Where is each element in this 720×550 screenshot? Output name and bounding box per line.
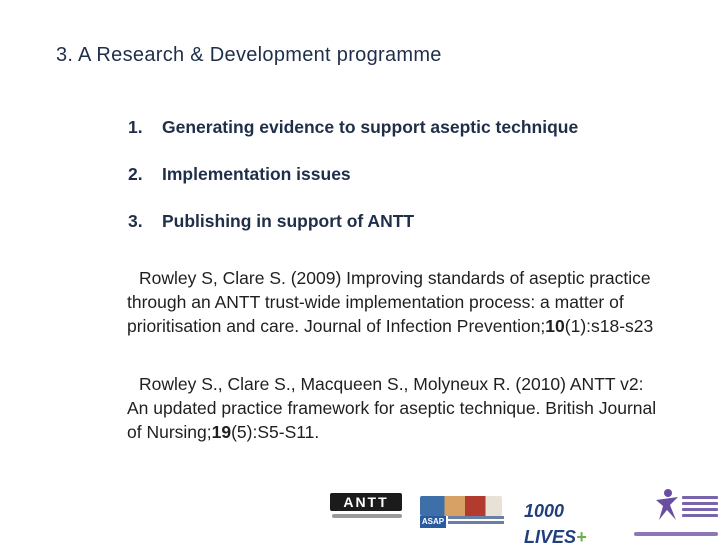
- list-item-text: Generating evidence to support aseptic technique: [162, 117, 579, 137]
- reference-1-text: Rowley S, Clare S. (2009) Improving standards of aseptic practice through an ANTT trust-wide implementation process: a matter of prioritisation and care. Journal of Infection Prevention;: [127, 268, 651, 336]
- reference-2-text: Rowley S., Clare S., Macqueen S., Molyneux R. (2010) ANTT v2: An updated practice framework for aseptic technique. British Journal of Nursing;: [127, 374, 657, 442]
- reference-2-volume: 19: [211, 422, 232, 442]
- antt-logo-tagline: [332, 514, 402, 518]
- antt-logo: ANTT: [330, 493, 402, 511]
- star-figure-icon: [652, 488, 682, 522]
- footer-logos: [330, 488, 720, 547]
- asap-logo: ASAP: [421, 517, 445, 526]
- list-item-text: Implementation issues: [162, 164, 351, 184]
- list-item-number: 1.: [128, 117, 143, 137]
- 1000-lives-logo: [524, 498, 614, 547]
- asap-logo-images: [420, 496, 502, 516]
- list-item: [128, 116, 578, 163]
- reference-2-pages: (5):S5-S11.: [231, 422, 320, 442]
- list-item: [128, 210, 578, 257]
- asap-logo-text: [448, 516, 504, 528]
- numbered-list: [128, 116, 578, 257]
- slide-title: 3. A Research & Development programme: [56, 44, 442, 66]
- reference-1: [127, 266, 667, 338]
- list-item-number: 3.: [128, 211, 143, 231]
- list-item: [128, 163, 578, 210]
- plus-icon: +: [576, 527, 587, 547]
- reference-2: [127, 372, 667, 444]
- partner-logo-footer: [634, 532, 718, 536]
- partner-logo-text: [682, 496, 718, 526]
- list-item-number: 2.: [128, 164, 143, 184]
- 1000-lives-logo-text: 1000 LIVES: [524, 501, 577, 547]
- list-item-text: Publishing in support of ANTT: [162, 211, 415, 231]
- reference-1-volume: 10: [545, 316, 565, 336]
- reference-1-pages: (1):s18-s23: [564, 316, 654, 336]
